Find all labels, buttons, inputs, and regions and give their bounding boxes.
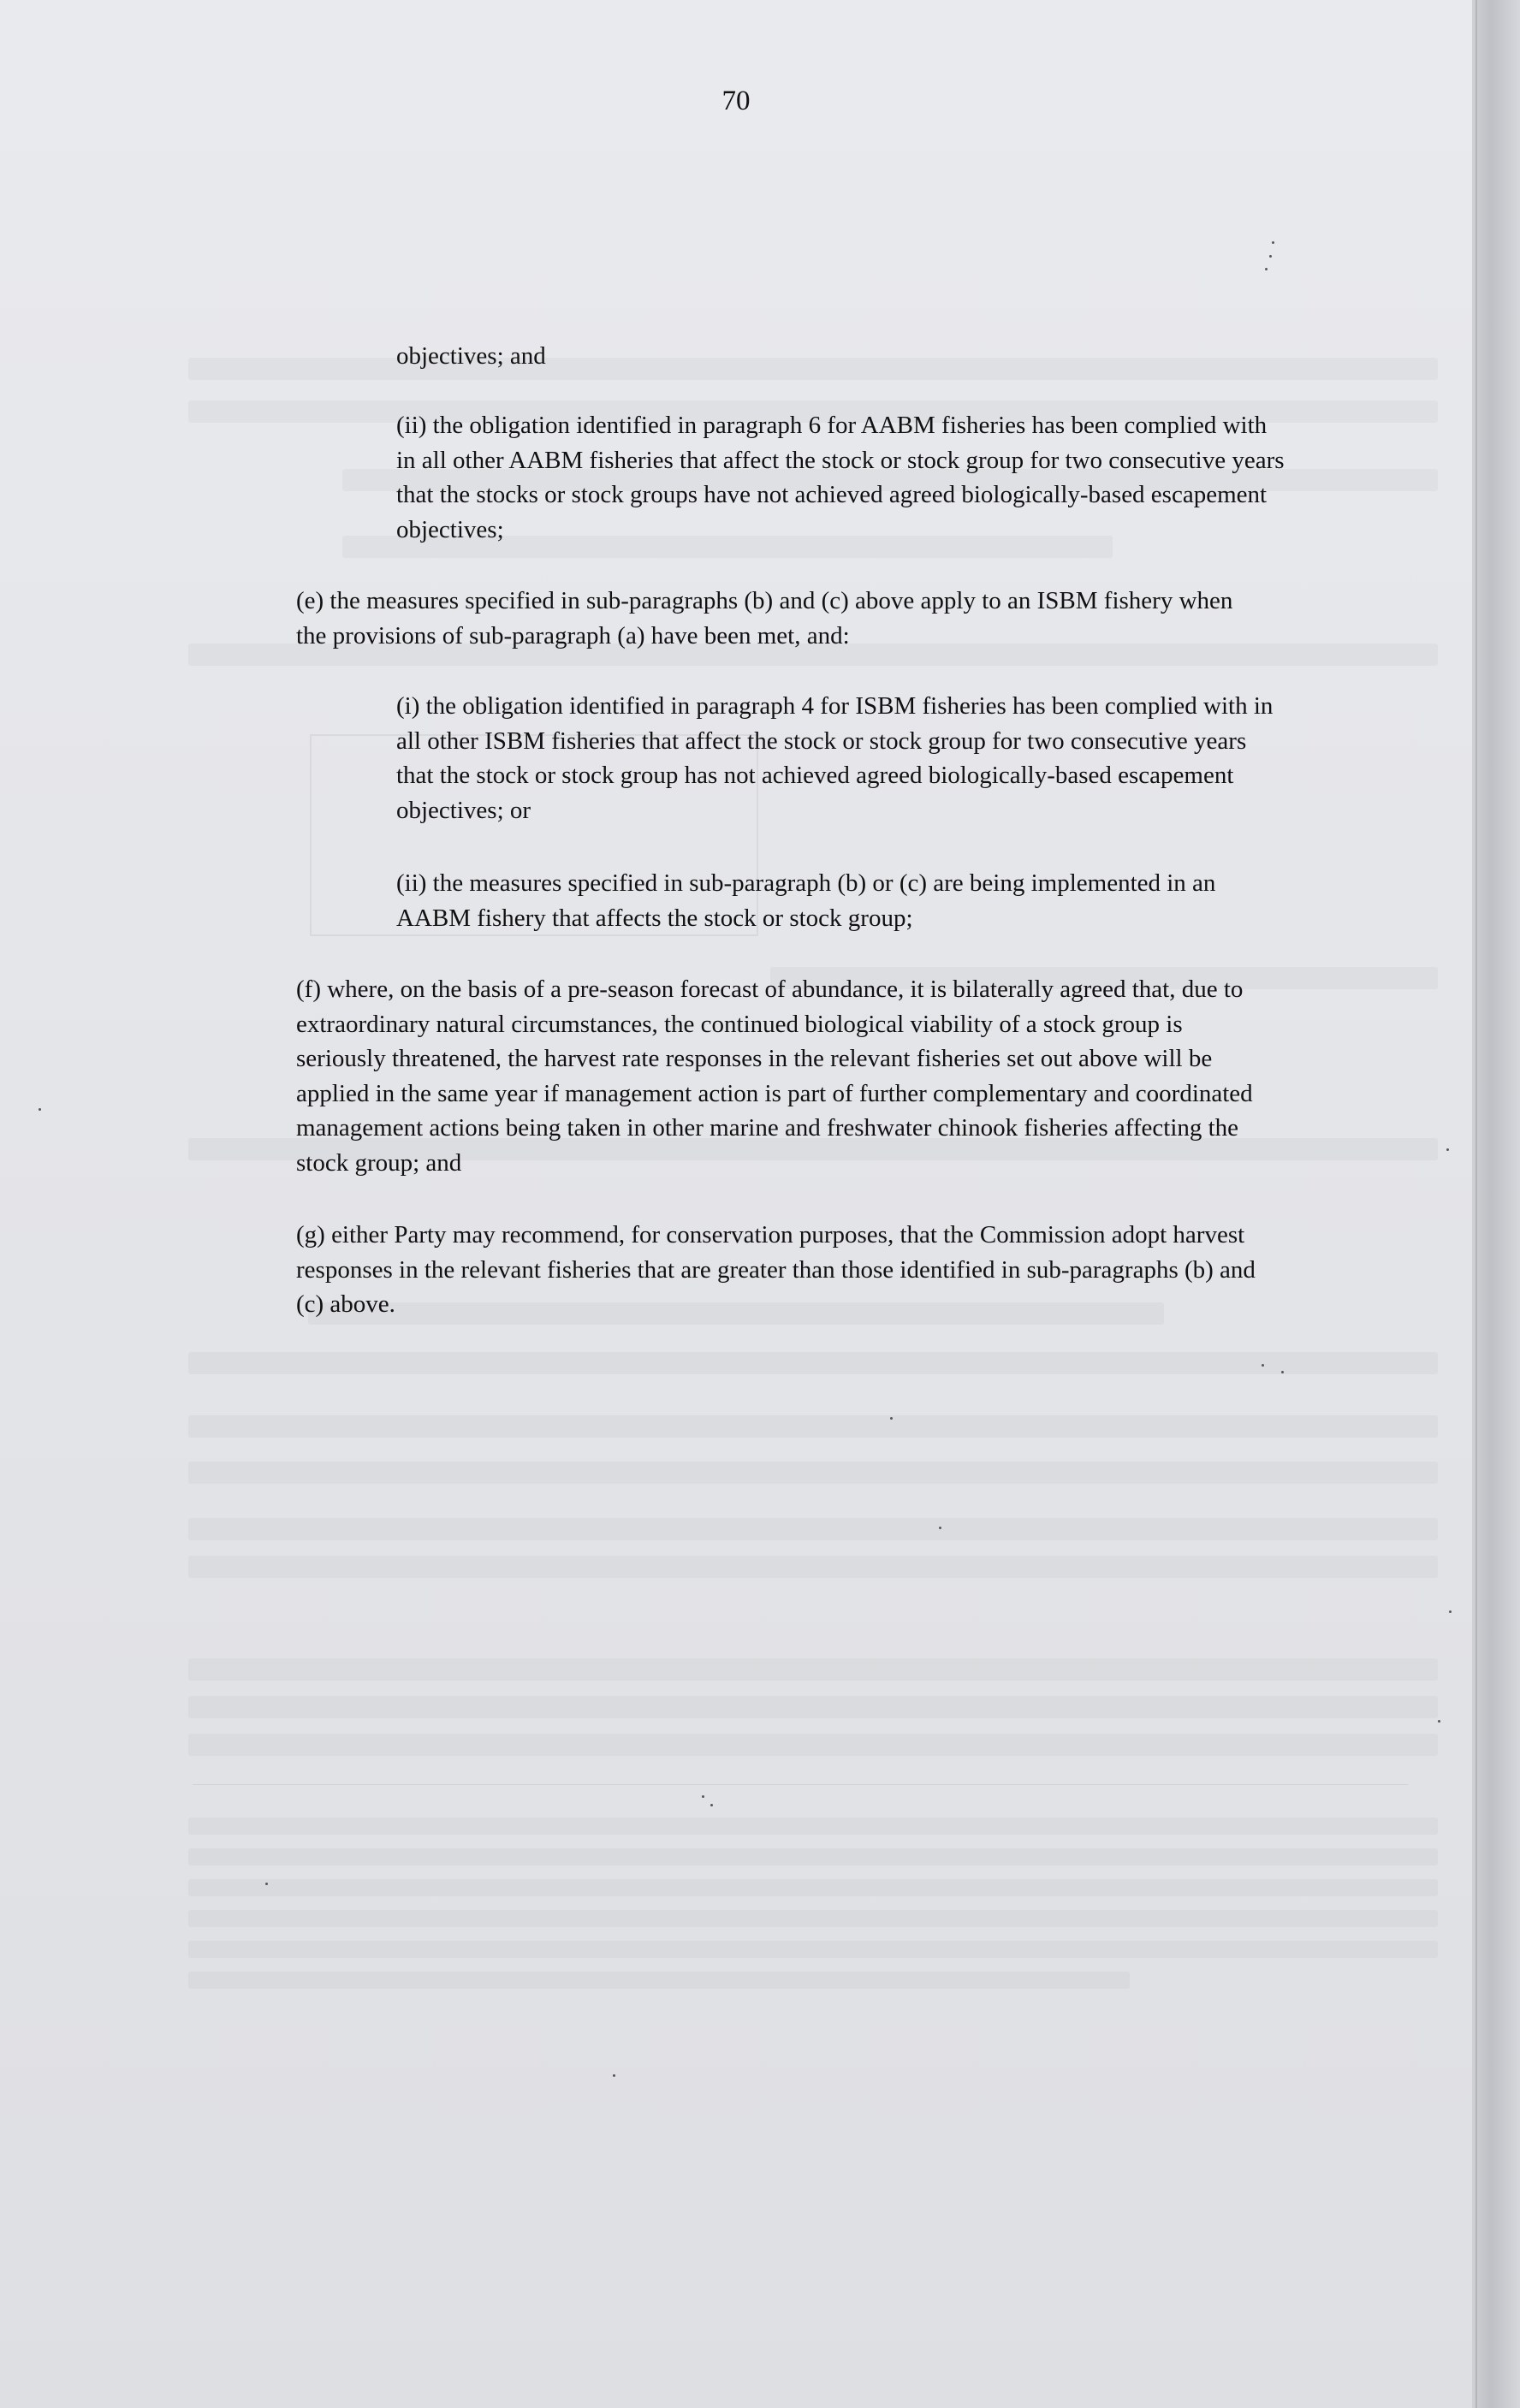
paragraph-g: (g) either Party may recommend, for conservation purposes, that the Commission adopt harvest responses in the relevant fisheries that are greater than those identified in sub-paragraphs (b) and (c) above. (296, 1221, 1256, 1318)
bleed-through-rule (193, 1784, 1408, 1785)
bleed-through-line (188, 1972, 1130, 1989)
scan-speck (1438, 1720, 1440, 1723)
bleed-through-line (188, 1696, 1438, 1718)
bleed-through-line (188, 1910, 1438, 1927)
bleed-through-line (188, 358, 1438, 380)
scan-speck (1272, 241, 1274, 244)
bleed-through-line (188, 1848, 1438, 1865)
bleed-through-line (188, 1415, 1438, 1438)
scan-speck (702, 1795, 704, 1798)
paragraph-f: (f) where, on the basis of a pre-season forecast of abundance, it is bilaterally agreed that, due to extraordinary natural circumstances, the continued biological viability of a stock group is seriously threatened, the harvest rate responses in the relevant fisheries set out above will be applied in the same year if management action is part of further complementary and coordinated management actions being taken in other marine and freshwater chinook fisheries affecting the stock group; and (296, 976, 1253, 1177)
scan-speck (1265, 268, 1268, 270)
scan-speck (1281, 1371, 1284, 1373)
page-edge-shadow (1475, 0, 1477, 2408)
bleed-through-line (188, 1941, 1438, 1958)
scan-speck (613, 2074, 615, 2077)
bleed-through-line (188, 1462, 1438, 1484)
scan-speck (265, 1883, 268, 1885)
paragraph-ii-aabm-obligation: (ii) the obligation identified in paragraph 6 for AABM fisheries has been complied with in all other AABM fisheries that affect the stock or stock group for two consecutive years that the stocks or stock groups have not achieved agreed biologically-based escapement objectives; (396, 412, 1285, 543)
bleed-through-line (188, 1352, 1438, 1374)
page-number: 70 (721, 86, 751, 116)
scan-speck (39, 1108, 41, 1111)
scan-speck (939, 1527, 941, 1529)
scan-speck (1262, 1364, 1264, 1367)
bleed-through-line (188, 1658, 1438, 1681)
page-gutter (1472, 0, 1520, 2408)
bleed-through-line (188, 1518, 1438, 1540)
scan-speck (710, 1804, 713, 1806)
scan-speck (1269, 255, 1272, 258)
paragraph-ii-measures-implemented: (ii) the measures specified in sub-paragraph (b) or (c) are being implemented in an AABM fishery that affects the stock or stock group; (396, 869, 1216, 932)
bleed-through-line (188, 1556, 1438, 1578)
paragraph-objectives-and: objectives; and (396, 342, 546, 370)
paragraph-i-isbm-obligation: (i) the obligation identified in paragraph 4 for ISBM fisheries has been complied with in all other ISBM fisheries that affect the stock or stock group for two consecutive years that the stock or stock group has not achieved agreed biologically-based escapement objectives; or (396, 692, 1274, 824)
bleed-through-line (188, 1879, 1438, 1896)
scan-speck (1449, 1610, 1452, 1613)
scan-speck (890, 1417, 893, 1420)
bleed-through-line (188, 1734, 1438, 1756)
paragraph-e: (e) the measures specified in sub-paragraphs (b) and (c) above apply to an ISBM fishery when the provisions of sub-paragraph (a) have been met, and: (296, 587, 1233, 649)
bleed-through-line (188, 1818, 1438, 1835)
